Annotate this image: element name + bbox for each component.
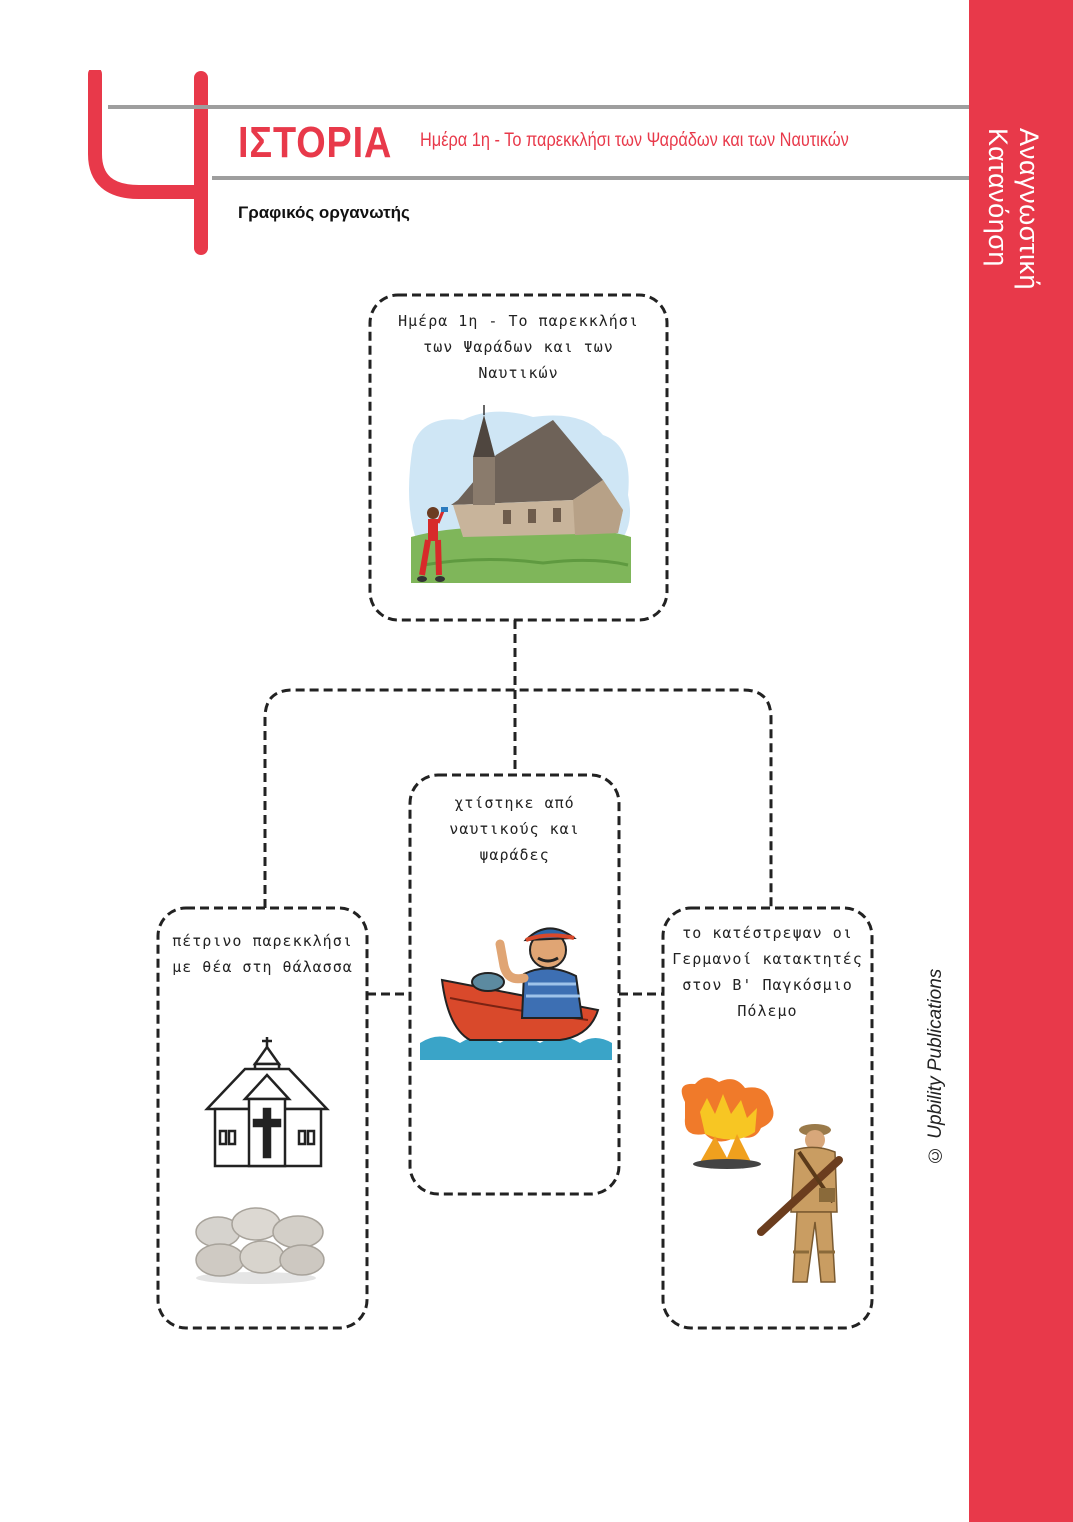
- church-outline-icon: [207, 1037, 327, 1166]
- right-node-text: το κατέστρεψαν οι Γερμανοί κατακτητές στον Β' Παγκόσμιο Πόλεμο: [672, 924, 863, 1020]
- lesson-title: Ημέρα 1η - Το παρεκκλήσι των Ψαράδων και των Ναυτικών: [420, 130, 849, 151]
- fisherman-boat-illustration: [420, 928, 612, 1060]
- subject-title: ΙΣΤΟΡΙΑ: [238, 118, 393, 167]
- stones-illustration: [196, 1208, 324, 1284]
- soldier-explosion-illustration: [682, 1077, 839, 1282]
- left-node-text: πέτρινο παρεκκλήσι με θέα στη θάλασσα: [172, 932, 353, 976]
- top-node-text: Ημέρα 1η - Το παρεκκλήσι των Ψαράδων και των Ναυτικών: [398, 312, 639, 382]
- sidebar-label: Αναγνωστική Κατανόηση: [983, 128, 1044, 291]
- copyright-notice: © Upbility Publications: [925, 968, 946, 1165]
- page-subtitle: Γραφικός οργανωτής: [238, 203, 410, 222]
- soldier-figure: [761, 1124, 839, 1282]
- center-node-text: χτίστηκε από ναυτικούς και ψαράδες: [449, 794, 580, 864]
- church-painting: [409, 405, 631, 583]
